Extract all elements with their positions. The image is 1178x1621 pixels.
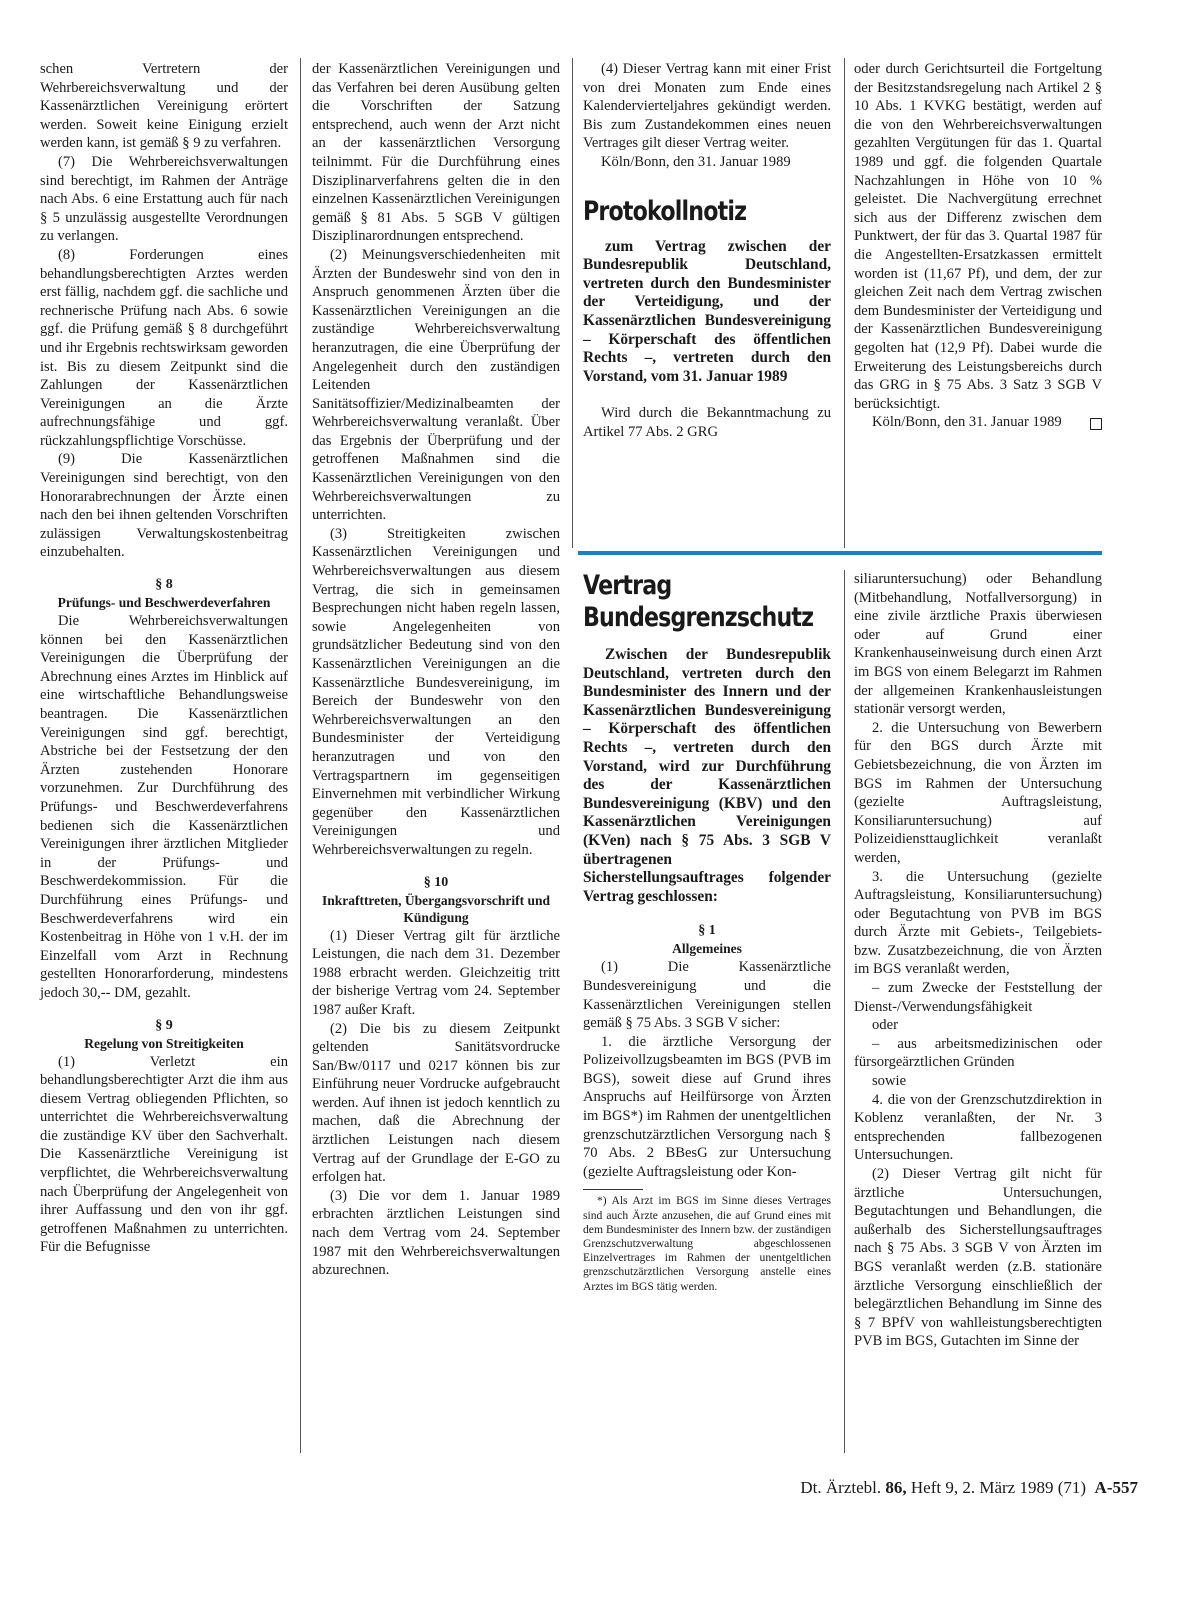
column-divider: [844, 58, 845, 548]
protokollnotiz-lede: zum Vertrag zwischen der Bundesrepublik Deutschland, vertreten durch den Bundesminister der Verteidigung, und der Kassenärztlichen Bundesvereinigung – Körperschaft des öffentlichen Rechts –, vertreten durch den Vorstand, vom 31. Januar 1989: [583, 237, 831, 385]
journal-volume: 86,: [885, 1478, 907, 1497]
paragraph: (2) Meinungsverschiedenheiten mit Ärzten der Bundeswehr sind von den in Anspruch genommenen Ärzten über die Kassenärztlichen Vereinigungen an die zuständige Wehrbereichsverwaltung heranzutragen, die eine Überprüfung der Angelegenheit durch den zuständigen Leitenden Sanitätsoffizier/Medizinalbeamten der Wehrbereichsverwaltung veranlaßt. Über das Ergebnis der Überprüfung und der getroffenen Maßnahmen sind die Kassenärztlichen Vereinigungen von den Wehrbereichsverwaltungen zu unterrichten.: [312, 246, 560, 524]
paragraph: Die Wehrbereichsverwaltungen können bei den Kassenärztlichen Vereinigungen die Überprüfung der Abrechnung eines Arztes im Hinblick auf eine wirtschaftliche Behandlungsweise beantragen. Die Kassenärztlichen Vereinigungen sind ggf. berechtigt, Abstriche bei der Festsetzung der den Ärzten zustehenden Honorare vorzunehmen. Zur Durchführung des Prüfungs- und Beschwerdeverfahrens bedienen sich die Kassenärztlichen Vereinigungen ihrer ärztlichen Mitglieder in der Prüfungs- und Beschwerdekommission. Für die Durchführung eines Prüfungs- und Beschwerdeverfahrens wird ein Kostenbeitrag in Höhe von 1 v.H. der im Einzelfall vom Arzt in Rechnung gestellten Honorarforderung, mindestens jedoch 30,-- DM, gezahlt.: [40, 613, 288, 1001]
paragraph: (1) Dieser Vertrag gilt für ärztliche Leistungen, die nach dem 31. Dezember 1988 erbracht werden. Gleichzeitig tritt der bisherige Vertrag vom 24. September 1987 außer Kraft.: [312, 927, 560, 1018]
paragraph: (7) Die Wehrbereichsverwaltungen sind berechtigt, im Rahmen der Anträge nach Abs. 6 eine Erstattung auch für nach § 5 unzulässig ausgestellte Verordnungen zu verlangen.: [40, 153, 288, 245]
paragraph: – zum Zwecke der Feststellung der Dienst-/Verwendungsfähigkeit: [854, 980, 1102, 1015]
paragraph: der Kassenärztlichen Vereinigungen und das Verfahren bei deren Ausübung gelten die Vorschriften der Satzung entsprechend, auch wenn der Arzt nicht an der kassenärztlichen Versorgung teilnimmt. Für die Durchführung eines Disziplinarverfahrens gelten die in den einzelnen Kassenärztlichen Vereinigungen gemäß § 81 Abs. 5 SGB V gültigen Disziplinarordnungen entsprechend.: [312, 61, 560, 245]
paragraph: (3) Die vor dem 1. Januar 1989 erbrachten ärztlichen Leistungen sind nach dem Vertrag vom 24. September 1987 mit den Wehrbereichsverwaltungen abzurechnen.: [312, 1187, 560, 1279]
vertrag-lede: Zwischen der Bundesrepublik Deutschland, vertreten durch den Bundesminister des Innern und der Kassenärztlichen Bundesvereinigung – Körperschaft des öffentlichen Rechts –, vertreten durch den Vorstand, wird zur Durchführung des der Kassenärztlichen Bundesvereinigung (KBV) und den Kassenärztlichen Vereinigungen (KVen) nach § 75 Abs. 3 SGB V übertragenen Sicherstellungsauftrages folgender Vertrag geschlossen:: [583, 646, 831, 905]
column-4-bottom: [854, 570, 1102, 1351]
journal-name: Dt. Ärztebl.: [800, 1478, 882, 1497]
page-number: A-557: [1094, 1478, 1138, 1497]
footnote: *) Als Arzt im BGS im Sinne dieses Vertrages sind auch Ärzte anzusehen, die auf Grund eines mit dem Bundesminister des Innern bzw. der zuständigen Grenzschutzverwaltung abgeschlossenen Einzelvertrages im Rahmen der unentgeltlichen grenzschutzärztlichen Versorgung anstelle eines Arztes im BGS tätig werden.: [583, 1194, 831, 1293]
paragraph: oder durch Gerichtsurteil die Fortgeltung der Besitzstandsregelung nach Artikel 2 § 10 Abs. 1 KVKG bestätigt, werden auf die von den Wehrbereichsverwaltungen gezahlten Vergütungen für das 1. Quartal 1989 und ggf. die folgenden Quartale Nachzahlungen in Höhe von 10 % geleistet. Die Nachvergütung errechnet sich aus der Differenz zwischen dem Punktwert, der für das 3. Quartal 1987 für die Angestellten-Ersatzkassen ermittelt worden ist (11,67 Pf), und dem, der zur gleichen Zeit nach dem Vertrag zwischen dem Bundesminister der Verteidigung und der Kassenärztlichen Bundesvereinigung gegolten hat (12,9 Pf). Dabei wurde die Erweiterung des Leistungsbereichs durch das GRG in § 75 Abs. 3 Satz 3 SGB V berücksichtigt.: [854, 61, 1102, 412]
paragraph: Wird durch die Bekanntmachung zu Artikel 77 Abs. 2 GRG: [583, 405, 831, 440]
section-9-title: Regelung von Streitigkeiten: [84, 1035, 244, 1051]
paragraph: (2) Die bis zu diesem Zeitpunkt geltenden Sanitätsvordrucke San/Bw/0117 und 0217 können bis zur Einführung neuer Vordrucke aufgebraucht werden. Auf ihnen ist jedoch kenntlich zu machen, daß die Abrechnung der ärztlichen Leistungen nach diesem Vertrag auf der Grundlage der E-GO zu erfolgen hat.: [312, 1020, 560, 1186]
section-divider-rule: [578, 551, 1102, 555]
column-3-bottom: [583, 570, 831, 1294]
footnote-rule: [583, 1189, 643, 1190]
end-square-icon: [1090, 418, 1102, 430]
column-divider: [844, 570, 845, 1453]
paragraph: schen Vertretern der Wehrbereichsverwaltung und der Kassenärztlichen Vereinigung erörtert werden. Soweit keine Einigung erzielt werden kann, ist gemäß § 9 zu verfahren.: [40, 61, 288, 152]
journal-issue: Heft 9, 2. März 1989 (71): [910, 1478, 1087, 1497]
paragraph: siliaruntersuchung) oder Behandlung (Mitbehandlung, Notfallversorgung) in eine zivile ärztliche Praxis überwiesen oder auf Grund einer Krankenhauseinweisung durch einen Arzt im BGS von einem Belegarzt im Rahmen der allgemeinen Krankenhausleistungen stationär versorgt werden,: [854, 571, 1102, 718]
page-footer: [800, 1478, 1138, 1498]
column-divider: [300, 58, 301, 1453]
protokollnotiz-headline: Protokollnotiz: [583, 195, 747, 227]
paragraph: – aus arbeitsmedizinischen oder fürsorgeärztlichen Gründen: [854, 1035, 1102, 1071]
column-1: [40, 60, 288, 1257]
column-divider: [572, 58, 573, 548]
vertrag-headline-1: Vertrag: [583, 570, 672, 601]
column-2: [312, 60, 560, 1280]
paragraph: (2) Dieser Vertrag gilt nicht für ärztliche Untersuchungen, Begutachtungen und Behandlungen, die außerhalb des Sicherstellungsauftrages nach § 75 Abs. 3 SGB V von Ärzten im BGS veranlaßt werden (z.B. stationäre ärztliche Versorgung einschließlich der belegärztlichen Behandlung im Sinne des § 7 BPfV von wahlleistungsberechtigten PVB im BGS, Gutachten im Sinne der: [854, 1166, 1102, 1350]
paragraph: 3. die Untersuchung (gezielte Auftragsleistung, Konsiliaruntersuchung) oder Begutachtung von PVB im BGS durch Ärzte mit Gebiets-, Teilgebiets- bzw. Zusatzbezeichnung, die von Ärzten im BGS veranlaßt werden,: [854, 868, 1102, 978]
section-8-sign: § 8: [155, 577, 173, 593]
paragraph: (8) Forderungen eines behandlungsberechtigten Arztes werden erst fällig, nachdem ggf. die sachliche und rechnerische Prüfung nach Abs. 6 sowie ggf. die Prüfung gemäß § 8 durchgeführt und ihr Ergebnis rechtswirksam geworden ist. Bis zu diesem Zeitpunkt sind die Zahlungen der Kassenärztlichen Vereinigungen an die Ärzte aufrechnungsfähige und ggf. rückzahlungspflichtige Vorschüsse.: [40, 246, 288, 449]
paragraph: (4) Dieser Vertrag kann mit einer Frist von drei Monaten zum Ende eines Kalendervierteljahres gekündigt werden. Bis zum Zustandekommen eines neuen Vertrages gilt dieser Vertrag weiter.: [583, 61, 831, 152]
paragraph: 1. die ärztliche Versorgung der Polizeivollzugsbeamten im BGS (PVB im BGS), soweit diese auf Grund ihres Anspruchs auf Heilfürsorge von Ärzten im BGS*) im Rahmen der unentgeltlichen grenzschutzärztlichen Versorgung nach § 70 Abs. 2 BBesG zur Untersuchung (gezielte Auftragsleistung oder Kon-: [583, 1033, 831, 1180]
section-8-title: Prüfungs- und Beschwerdeverfahren: [57, 595, 271, 611]
closing-line: [854, 413, 1102, 432]
paragraph: (1) Die Kassenärztliche Bundesvereinigung und die Kassenärztlichen Vereinigungen stellen gemäß § 75 Abs. 3 SGB V sicher:: [583, 959, 831, 1032]
paragraph: (9) Die Kassenärztlichen Vereinigungen sind berechtigt, von den Honorarabrechnungen der Ärzte einen nach den bei ihnen geltenden Vorschriften zulässigen Verwaltungskostenbeitrag einzubehalten.: [40, 451, 288, 561]
column-3-top: [583, 60, 831, 442]
vertrag-headline-2: Bundesgrenzschutz: [583, 602, 814, 633]
paragraph: oder: [872, 1017, 898, 1034]
section-10-sign: § 10: [423, 874, 449, 890]
section-1-sign: § 1: [698, 923, 716, 939]
section-1-title: Allgemeines: [672, 941, 742, 957]
paragraph: (1) Verletzt ein behandlungsberechtigter Arzt die ihm aus diesem Vertrag obliegenden Pflichten, so unterrichtet die Wehrbereichsverwaltung die zuständige KV über den Sachverhalt. Die Kassenärztliche Vereinigung ist verpflichtet, die Wehrbereichsverwaltung nach Überprüfung der Angelegenheit von ihrer Auffassung und den von ihr ggf. getroffenen Maßnahmen zu unterrichten. Für die Befugnisse: [40, 1053, 288, 1256]
column-4-top: [854, 60, 1102, 435]
date-line: Köln/Bonn, den 31. Januar 1989: [872, 414, 1062, 431]
paragraph: 4. die von der Grenzschutzdirektion in Koblenz veranlaßten, der Nr. 3 entsprechenden fallbezogenen Untersuchungen.: [854, 1091, 1102, 1164]
section-10-title: Inkrafttreten, Übergangsvorschrift und Kündigung: [321, 892, 551, 925]
paragraph: 2. die Untersuchung von Bewerbern für den BGS durch Ärzte mit Gebietsbezeichnung, die von Ärzten im BGS im Rahmen der Untersuchung (gezielte Auftragsleistung, Konsiliaruntersuchung) auf Polizeidiensttauglichkeit veranlaßt werden,: [854, 719, 1102, 866]
paragraph: Köln/Bonn, den 31. Januar 1989: [601, 153, 791, 170]
paragraph: sowie: [872, 1073, 907, 1090]
paragraph: (3) Streitigkeiten zwischen Kassenärztlichen Vereinigungen und Wehrbereichsverwaltungen aus diesem Vertrag, die sich in gemeinsamen Besprechungen nicht haben regeln lassen, sowie Angelegenheiten von grundsätzlicher Bedeutung sind von den Kassenärztlichen Vereinigungen an die Kassenärztliche Bundesvereinigung, im Bereich der Bundeswehr von den Wehrbereichsverwaltungen an den Bundesminister der Verteidigung heranzutragen und von den Vertragspartnern im gegenseitigen Einvernehmen mit verbindlicher Wirkung gegenüber den Kassenärztlichen Vereinigungen und Wehrbereichsverwaltungen zu regeln.: [312, 525, 560, 858]
section-9-sign: § 9: [155, 1017, 173, 1033]
